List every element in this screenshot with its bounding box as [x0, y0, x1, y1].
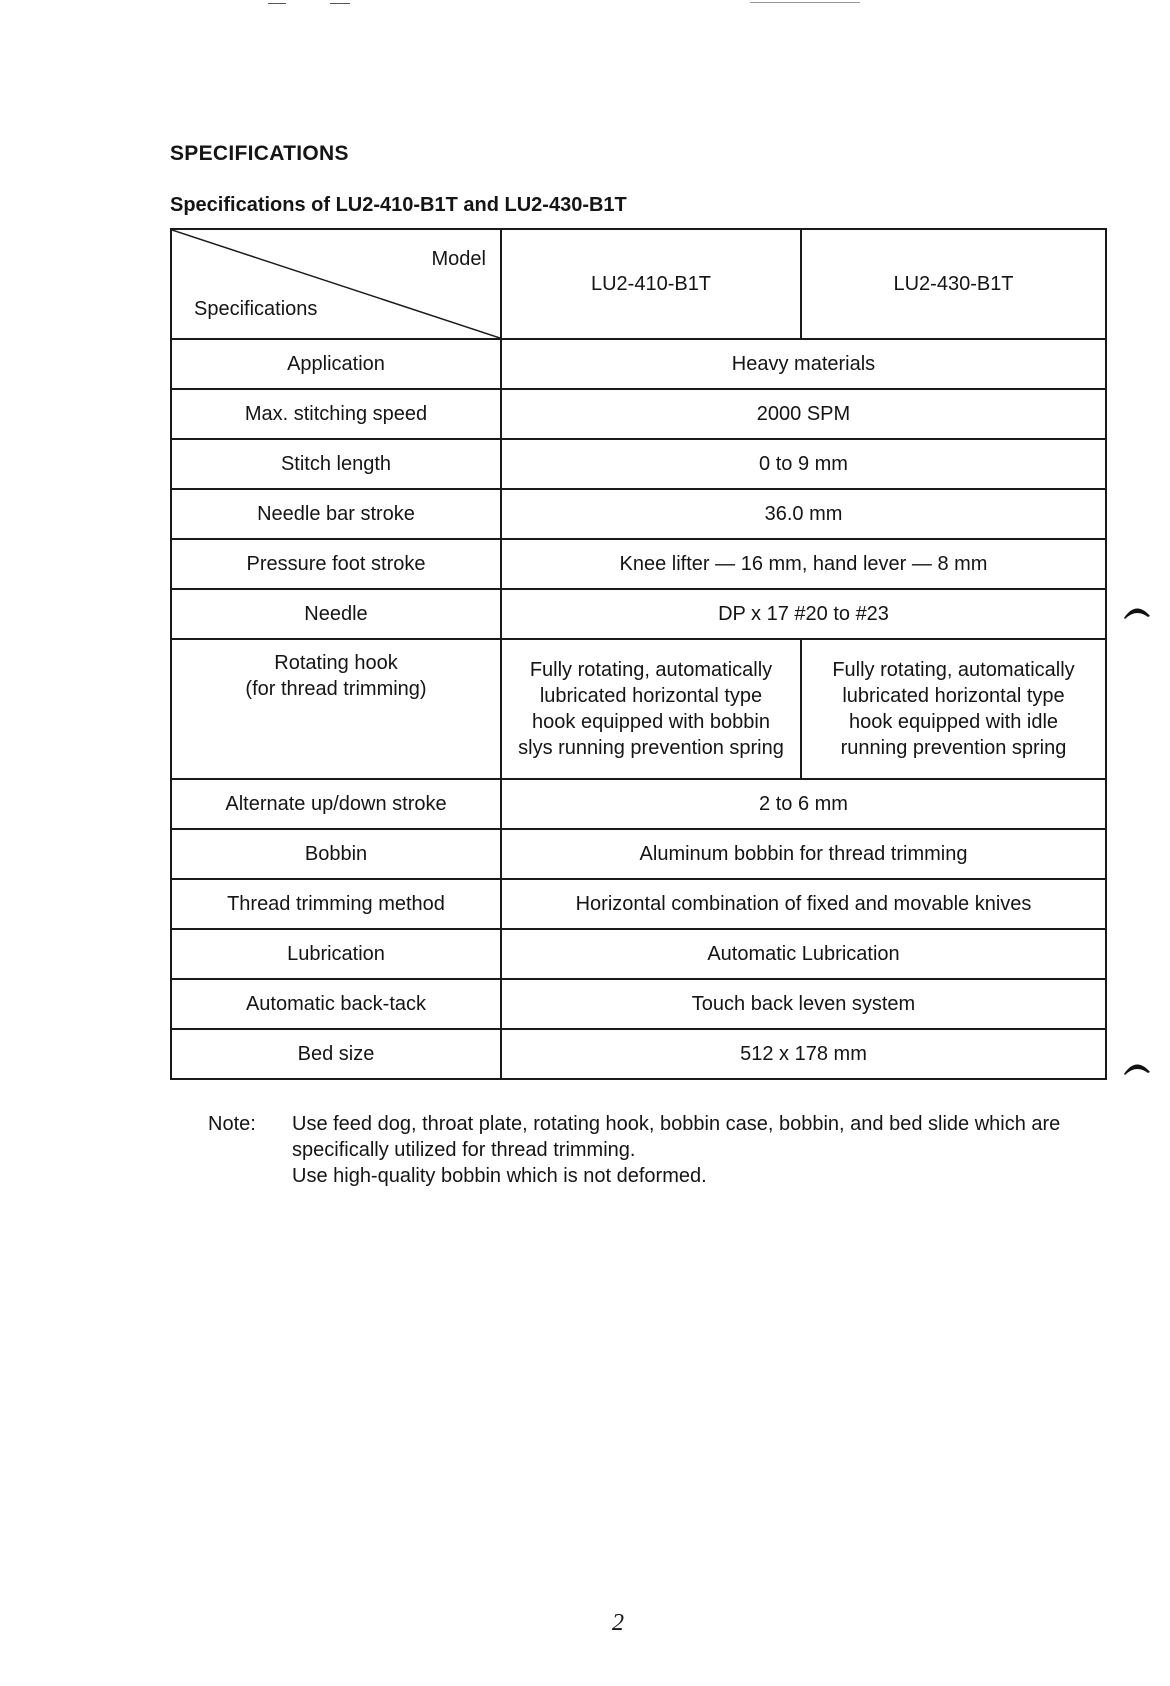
table-row	[171, 389, 1106, 439]
row-label: Bobbin	[171, 829, 501, 879]
row-value: 2000 SPM	[501, 389, 1106, 439]
scan-mark	[750, 2, 860, 3]
table-row	[171, 879, 1106, 929]
hook-410-line: slys running prevention spring	[518, 737, 784, 759]
row-value: Knee lifter — 16 mm, hand lever — 8 mm	[501, 539, 1106, 589]
row-label: Max. stitching speed	[171, 389, 501, 439]
table-row	[171, 489, 1106, 539]
row-label: Needle bar stroke	[171, 489, 501, 539]
scan-mark	[330, 3, 350, 4]
hook-430-line: lubricated horizontal type	[842, 685, 1065, 707]
hook-410-line: lubricated horizontal type	[539, 685, 763, 707]
row-value: Automatic Lubrication	[501, 929, 1106, 979]
row-value: Horizontal combination of fixed and movable knives	[501, 879, 1106, 929]
binding-mark-icon	[1122, 1058, 1152, 1076]
row-value: DP x 17 #20 to #23	[501, 589, 1106, 639]
row-label: Bed size	[171, 1029, 501, 1079]
corner-header-cell	[171, 229, 501, 339]
corner-specifications-label: Specifications	[194, 298, 318, 320]
row-value: 0 to 9 mm	[501, 439, 1106, 489]
row-value: 36.0 mm	[501, 489, 1106, 539]
hook-value-430	[801, 639, 1106, 779]
row-value: 2 to 6 mm	[501, 779, 1106, 829]
hook-label-line: (for thread trimming)	[245, 678, 427, 700]
hook-410-line: Fully rotating, automatically	[529, 659, 773, 681]
binding-mark-icon	[1122, 602, 1152, 620]
row-value: Aluminum bobbin for thread trimming	[501, 829, 1106, 879]
model-header-410: LU2-410-B1T	[501, 229, 801, 339]
model-header-430: LU2-430-B1T	[801, 229, 1106, 339]
table-row	[171, 589, 1106, 639]
note-label: Note:	[208, 1113, 256, 1135]
table-row	[171, 929, 1106, 979]
corner-model-label: Model	[431, 248, 486, 270]
note-line: Use feed dog, throat plate, rotating hook, bobbin case, bobbin, and bed slide which are	[292, 1113, 1061, 1135]
table-header-row	[171, 229, 1106, 339]
hook-430-line: Fully rotating, automatically	[832, 659, 1075, 681]
table-row	[171, 979, 1106, 1029]
table-row	[171, 539, 1106, 589]
note-line: specifically utilized for thread trimming.	[292, 1139, 636, 1161]
row-value: Touch back leven system	[501, 979, 1106, 1029]
section-heading: SPECIFICATIONS	[170, 142, 349, 165]
row-label: Stitch length	[171, 439, 501, 489]
row-label: Needle	[171, 589, 501, 639]
hook-430-line: hook equipped with idle	[848, 711, 1059, 733]
note-line: Use high-quality bobbin which is not deformed.	[292, 1165, 707, 1187]
table-row	[171, 779, 1106, 829]
table-row-rotating-hook	[171, 639, 1106, 779]
row-value: Heavy materials	[501, 339, 1106, 389]
row-label	[171, 639, 501, 779]
hook-430-line: running prevention spring	[840, 737, 1067, 759]
table-row	[171, 829, 1106, 879]
table-row	[171, 1029, 1106, 1079]
hook-410-line: hook equipped with bobbin	[532, 711, 770, 733]
table-row	[171, 439, 1106, 489]
scan-mark	[268, 3, 286, 4]
hook-value-410	[501, 639, 801, 779]
hook-label-line: Rotating hook	[274, 652, 398, 674]
row-label: Pressure foot stroke	[171, 539, 501, 589]
row-label: Automatic back-tack	[171, 979, 501, 1029]
page-number: 2	[612, 1610, 624, 1636]
note-body	[292, 1111, 1108, 1189]
row-label: Application	[171, 339, 501, 389]
table-title: Specifications of LU2-410-B1T and LU2-430-B1T	[170, 194, 627, 216]
row-value: 512 x 178 mm	[501, 1029, 1106, 1079]
row-label: Lubrication	[171, 929, 501, 979]
specifications-table	[170, 228, 1107, 1080]
table-row	[171, 339, 1106, 389]
row-label: Thread trimming method	[171, 879, 501, 929]
row-label: Alternate up/down stroke	[171, 779, 501, 829]
